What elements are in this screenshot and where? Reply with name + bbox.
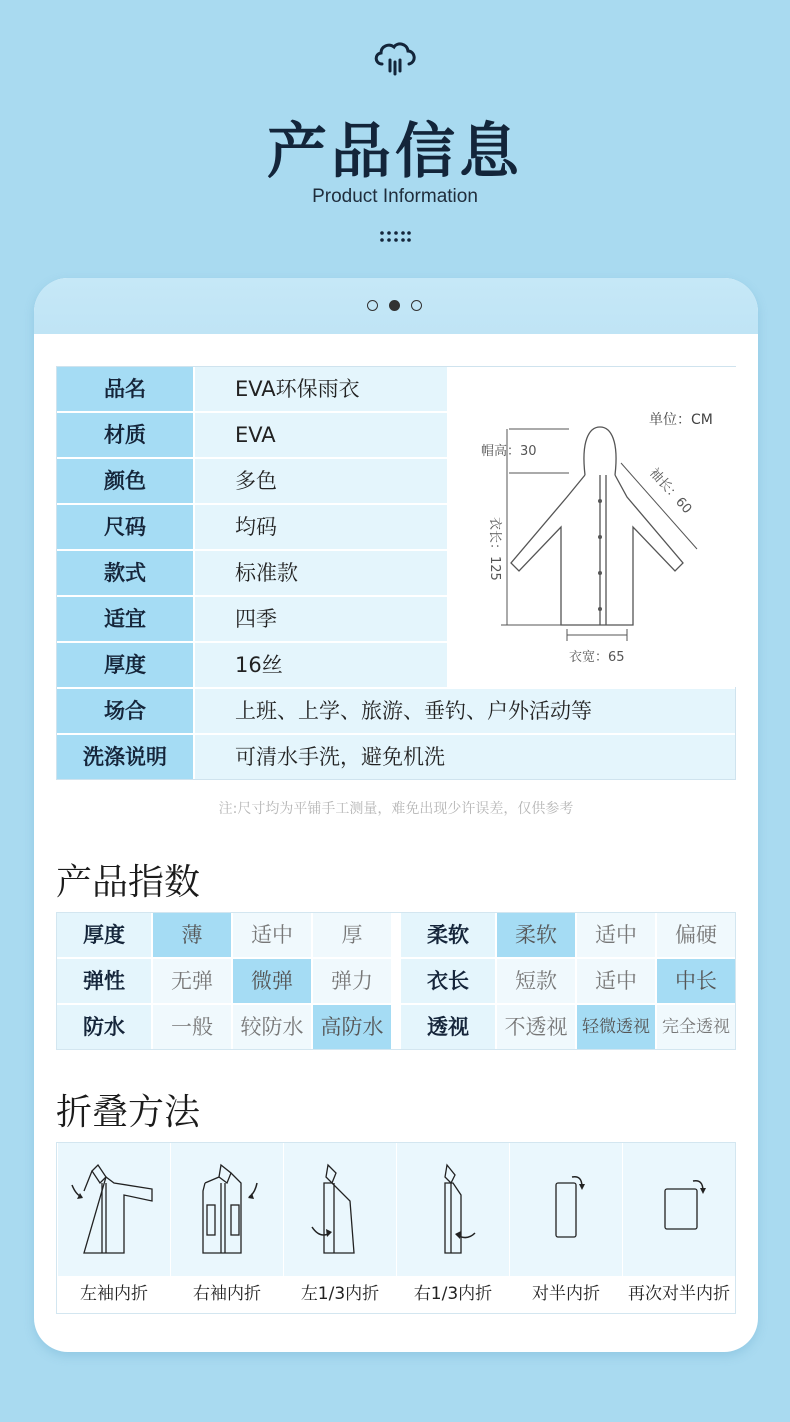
info-row <box>57 505 449 549</box>
dots-icon <box>379 231 411 243</box>
index-option: 弹力 <box>313 959 391 1003</box>
fold-step <box>58 1143 170 1313</box>
diagram-unit-label: 单位：CM <box>649 412 713 428</box>
fold-step <box>510 1143 622 1313</box>
index-option-selected: 薄 <box>153 913 231 957</box>
fold-left-third-icon <box>284 1143 396 1276</box>
fold-step-label: 再次对半内折 <box>623 1276 735 1313</box>
info-row <box>57 597 449 641</box>
fold-step-label: 右1/3内折 <box>397 1276 509 1313</box>
index-option: 偏硬 <box>657 913 735 957</box>
pager-dots[interactable] <box>364 299 428 313</box>
page-subtitle: Product Information <box>312 186 478 207</box>
index-section-title: 产品指数 <box>56 862 201 903</box>
index-option-selected: 高防水 <box>313 1005 391 1049</box>
info-row <box>57 551 449 595</box>
fold-step-label: 右袖内折 <box>171 1276 283 1313</box>
index-label: 厚度 <box>57 913 151 957</box>
raincoat-outline-icon <box>449 367 736 687</box>
fold-step <box>171 1143 283 1313</box>
index-option: 适中 <box>233 913 311 957</box>
index-label: 柔软 <box>401 913 495 957</box>
info-row <box>57 735 737 779</box>
info-label: 洗涤说明 <box>57 735 193 779</box>
info-value: 标准款 <box>195 551 447 595</box>
fold-step-label: 对半内折 <box>510 1276 622 1313</box>
info-label: 材质 <box>57 413 193 457</box>
product-index-grid <box>56 912 736 1050</box>
info-value: EVA环保雨衣 <box>195 367 447 411</box>
fold-step-label: 左袖内折 <box>58 1276 170 1313</box>
info-value: 16丝 <box>195 643 447 687</box>
fold-section-title: 折叠方法 <box>56 1092 201 1133</box>
info-row <box>57 643 449 687</box>
diagram-sleeve-label: 袖长：60 <box>646 465 695 517</box>
raincoat-size-diagram <box>449 367 736 687</box>
diagram-length-label: 衣长：125 <box>487 517 502 581</box>
info-row <box>57 459 449 503</box>
product-info-table <box>56 366 736 780</box>
index-option: 完全透视 <box>657 1005 735 1049</box>
info-label: 厚度 <box>57 643 193 687</box>
info-label: 场合 <box>57 689 193 733</box>
index-option: 厚 <box>313 913 391 957</box>
folding-steps <box>56 1142 736 1314</box>
fold-half-icon <box>510 1143 622 1276</box>
index-label: 衣长 <box>401 959 495 1003</box>
measurement-note: 注:尺寸均为平铺手工测量，难免出现少许误差，仅供参考 <box>218 801 574 817</box>
info-label: 适宜 <box>57 597 193 641</box>
info-row <box>57 689 737 733</box>
info-value: EVA <box>195 413 447 457</box>
fold-step-label: 左1/3内折 <box>284 1276 396 1313</box>
info-label: 尺码 <box>57 505 193 549</box>
fold-right-sleeve-icon <box>171 1143 283 1276</box>
pager-dot[interactable] <box>411 300 422 311</box>
pager-dot[interactable] <box>367 300 378 311</box>
info-value: 上班、上学、旅游、垂钓、户外活动等 <box>195 689 735 733</box>
index-option: 短款 <box>497 959 575 1003</box>
info-card <box>34 278 758 1352</box>
index-option: 较防水 <box>233 1005 311 1049</box>
cloud-rain-icon <box>372 40 418 76</box>
index-option-selected: 微弹 <box>233 959 311 1003</box>
index-label: 弹性 <box>57 959 151 1003</box>
index-label: 防水 <box>57 1005 151 1049</box>
info-label: 颜色 <box>57 459 193 503</box>
index-option: 适中 <box>577 913 655 957</box>
index-option-selected: 柔软 <box>497 913 575 957</box>
info-row <box>57 413 449 457</box>
index-option-selected: 中长 <box>657 959 735 1003</box>
index-option: 无弹 <box>153 959 231 1003</box>
page-header <box>0 0 790 270</box>
fold-left-sleeve-icon <box>58 1143 170 1276</box>
index-option: 不透视 <box>497 1005 575 1049</box>
index-option-selected: 轻微透视 <box>577 1005 655 1049</box>
info-label: 品名 <box>57 367 193 411</box>
fold-step <box>623 1143 735 1313</box>
fold-step <box>397 1143 509 1313</box>
pager-dot-active[interactable] <box>389 300 400 311</box>
info-value: 可清水手洗，避免机洗 <box>195 735 735 779</box>
index-option: 一般 <box>153 1005 231 1049</box>
info-value: 四季 <box>195 597 447 641</box>
info-value: 多色 <box>195 459 447 503</box>
page-title: 产品信息 <box>267 117 523 187</box>
info-value: 均码 <box>195 505 447 549</box>
fold-right-third-icon <box>397 1143 509 1276</box>
info-label: 款式 <box>57 551 193 595</box>
fold-step <box>284 1143 396 1313</box>
index-option: 适中 <box>577 959 655 1003</box>
index-label: 透视 <box>401 1005 495 1049</box>
info-row <box>57 367 449 411</box>
card-top-bar <box>34 278 758 334</box>
diagram-hood-label: 帽高：30 <box>481 444 537 459</box>
diagram-width-label: 衣宽：65 <box>569 650 625 665</box>
fold-half-again-icon <box>623 1143 735 1276</box>
